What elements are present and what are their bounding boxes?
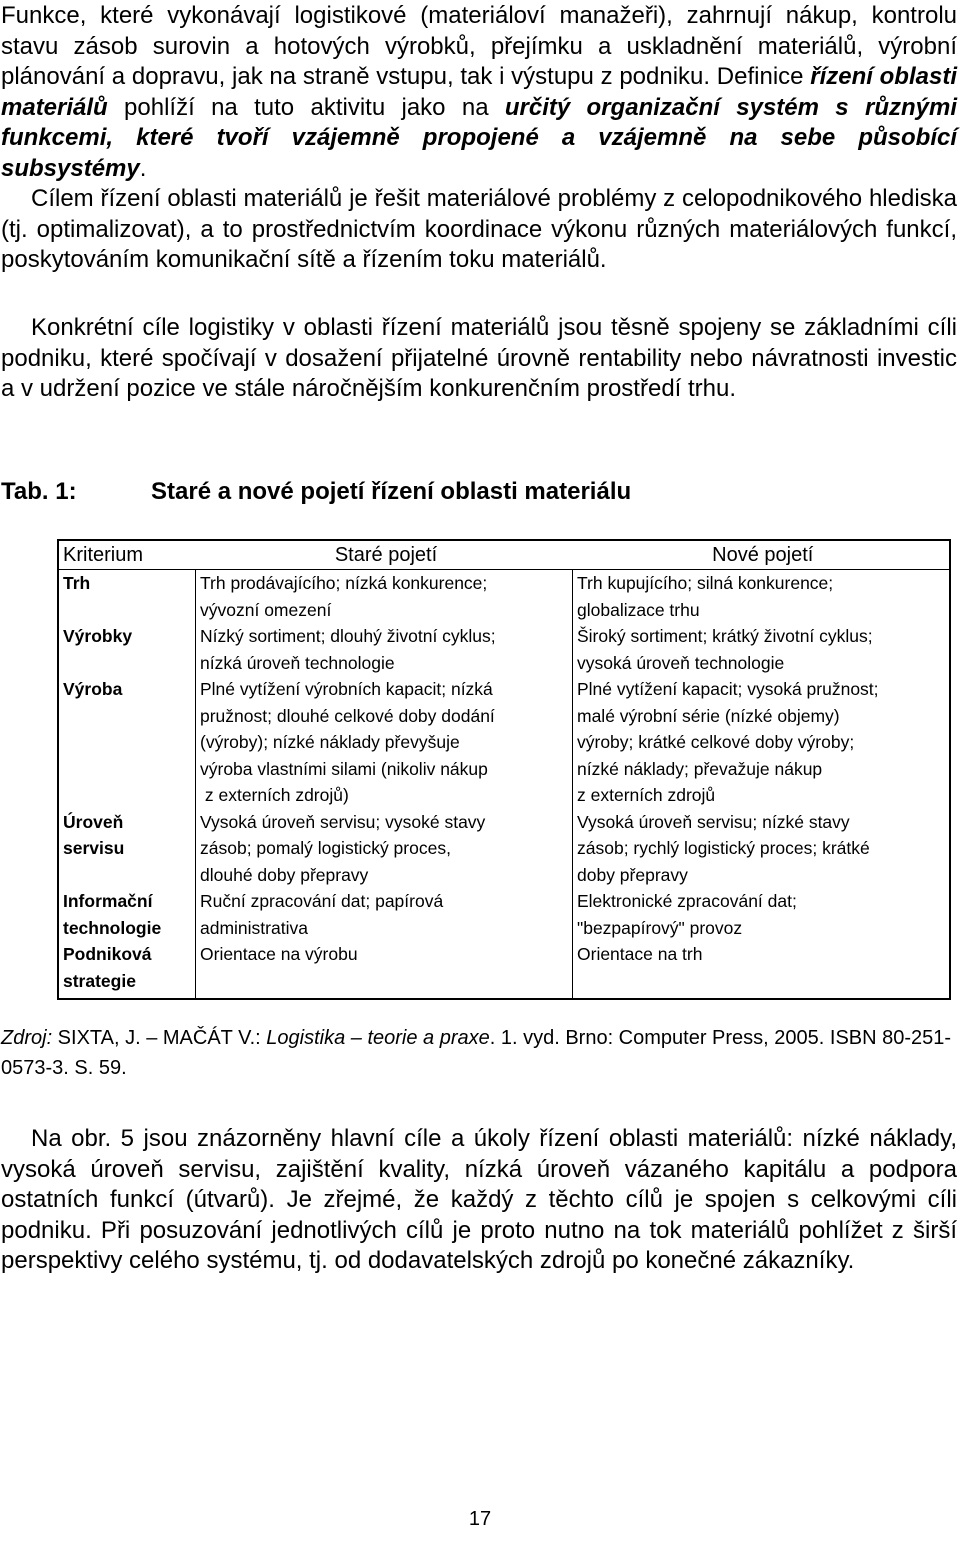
table-row (58, 888, 950, 941)
table-caption-title: Staré a nové pojetí řízení oblasti materiálu (151, 478, 632, 505)
new-concept-cell: Vysoká úroveň servisu; nízké stavy zásob; rychlý logistický proces; krátké doby přepravy (577, 811, 870, 885)
criterion-cell: Trh (58, 570, 196, 624)
criterion-cell: Výrobky (58, 623, 196, 676)
source-authors: SIXTA, J. – MAČÁT V.: (52, 1027, 267, 1049)
new-concept-cell: Plné vytížení kapacit; vysoká pružnost; malé výrobní série (nízké objemy) výroby; krátké celkové doby výroby; nízké náklady; převažuje nákup z externích zdrojů (577, 679, 879, 805)
paragraph-figure-reference: Na obr. 5 jsou znázorněny hlavní cíle a úkoly řízení oblasti materiálů: nízké náklady, vysoká úroveň servisu, zajištění kvality, nízká úroveň vázaného kapitálu a podpora ostatních funkcí (útvarů). Je zřejmé, že každý z těchto cílů je spojen s celkovými cíli podniku. Při posuzování jednotlivých cílů je proto nutno na tok materiálů pohlížet z širší perspektivy celého systému, tj. od dodavatelských zdrojů po konečné zákazníky. (1, 1125, 957, 1274)
criterion-cell: Úroveň servisu (58, 809, 196, 889)
paragraph-functions-text-2: pohlíží na tuto aktivitu jako na (107, 93, 505, 121)
table-row (58, 570, 950, 624)
table-row (58, 676, 950, 809)
comparison-table (57, 539, 951, 1000)
table-row (58, 809, 950, 889)
old-concept-cell: Trh prodávajícího; nízká konkurence; vývozní omezení (196, 570, 573, 624)
paragraph-functions-text: Funkce, které vykonávají logistikové (materiáloví manažeři), zahrnují nákup, kontrolu stavu zásob surovin a hotových výrobků, přejímku a uskladnění materiálů, výrobní plánování a dopravu, jak na straně vstupu, tak i výstupu z podniku. Definice (1, 2, 957, 90)
paragraph-concrete-goals: Konkrétní cíle logistiky v oblasti řízení materiálů jsou těsně spojeny se základními cíli podniku, které spočívají v dosažení přijatelné úrovně rentability nebo návratnosti investic a v udržení pozice ve stále náročnějším konkurenčním prostředí trhu. (1, 314, 957, 402)
table-caption (1, 477, 957, 507)
criterion-cell: Podniková strategie (58, 941, 196, 999)
paragraph-goal: Cílem řízení oblasti materiálů je řešit materiálové problémy z celopodnikového hlediska (tj. optimalizovat), a to prostřednictvím koordinace výkonu různých materiálových funkcí, poskytováním komunikační sítě a řízením toku materiálů. (1, 185, 957, 273)
criterion-cell: Výroba (58, 676, 196, 809)
table-caption-label: Tab. 1: (1, 478, 77, 505)
paragraph-functions (1, 1, 957, 184)
criterion-cell: Informační technologie (58, 888, 196, 941)
table-header-row (58, 540, 950, 570)
paragraph-functions-end: . (139, 154, 147, 182)
table-source (1, 1023, 957, 1083)
source-rest: . 1. vyd. Brno: Computer Press, 2005. ISBN 80-251-0573-3. S. 59. (1, 1027, 952, 1079)
table-row (58, 941, 950, 999)
source-title: Logistika – teorie a praxe (266, 1027, 490, 1049)
source-label: Zdroj: (1, 1027, 53, 1049)
old-concept-cell: Plné vytížení výrobních kapacit; nízká pružnost; dlouhé celkové doby dodání (výroby); nízké náklady převyšuje výroba vlastními silami (nikoliv nákup z externích zdrojů) (196, 676, 573, 809)
new-concept-cell: Orientace na trh (577, 944, 703, 964)
old-concept-cell: Vysoká úroveň servisu; vysoké stavy zásob; pomalý logistický proces, dlouhé doby přepravy (196, 809, 573, 889)
new-concept-cell: Elektronické zpracování dat; "bezpapírový" provoz (577, 891, 797, 938)
emphasis-definition: určitý organizační systém s různými funkcemi, které tvoří vzájemně propojené a vzájemně na sebe působící subsystémy (1, 93, 957, 182)
new-concept-cell: Široký sortiment; krátký životní cyklus; vysoká úroveň technologie (577, 626, 873, 673)
emphasis-term: řízení oblasti materiálů (1, 63, 957, 121)
table-row (58, 623, 950, 676)
header-kriterium: Kriterium (58, 540, 196, 570)
new-concept-cell: Trh kupujícího; silná konkurence; globalizace trhu (577, 573, 834, 620)
header-old: Staré pojetí (196, 540, 573, 570)
header-new: Nové pojetí (573, 540, 951, 570)
old-concept-cell: Nízký sortiment; dlouhý životní cyklus; nízká úroveň technologie (196, 623, 573, 676)
page-number: 17 (468, 1508, 492, 1530)
old-concept-cell: Ruční zpracování dat; papírová administrativa (196, 888, 573, 941)
old-concept-cell: Orientace na výrobu (196, 941, 573, 999)
